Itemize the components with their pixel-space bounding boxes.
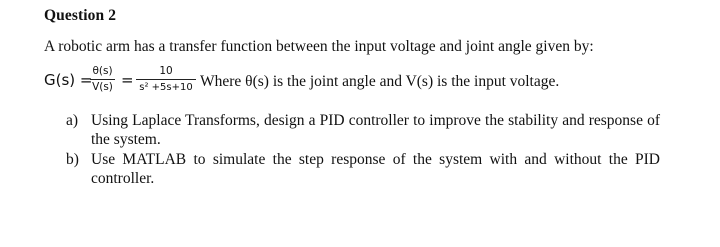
list-item-a	[66, 111, 666, 151]
list-item-b	[66, 150, 666, 190]
transfer-function-equation	[44, 65, 684, 103]
fraction-theta-over-v	[90, 65, 115, 94]
list-text-a: Using Laplace Transforms, design a PID controller to improve the stability and response of the system.	[91, 112, 660, 148]
fraction1-bar	[90, 79, 115, 80]
list-marker-b: b)	[66, 151, 79, 168]
intro-text: A robotic arm has a transfer function between the input voltage and joint angle given by:	[44, 38, 594, 55]
fraction1-denominator: V(s)	[92, 81, 113, 93]
fraction1-numerator: θ(s)	[92, 65, 113, 77]
list-text-b: Use MATLAB to simulate the step response of the system with and without the PID controller.	[91, 151, 660, 187]
fraction2-denominator: s² +5s+10	[139, 82, 193, 93]
list-marker-a: a)	[66, 112, 79, 129]
where-text: Where θ(s) is the joint angle and V(s) is the input voltage.	[200, 73, 560, 90]
fraction2-numerator: 10	[159, 65, 173, 77]
equation-lhs: G(s) =	[44, 71, 93, 89]
fraction-transfer-function	[136, 65, 196, 94]
equals-sign: =	[121, 71, 134, 89]
question-heading: Question 2	[44, 7, 117, 24]
fraction2-bar	[136, 79, 196, 80]
